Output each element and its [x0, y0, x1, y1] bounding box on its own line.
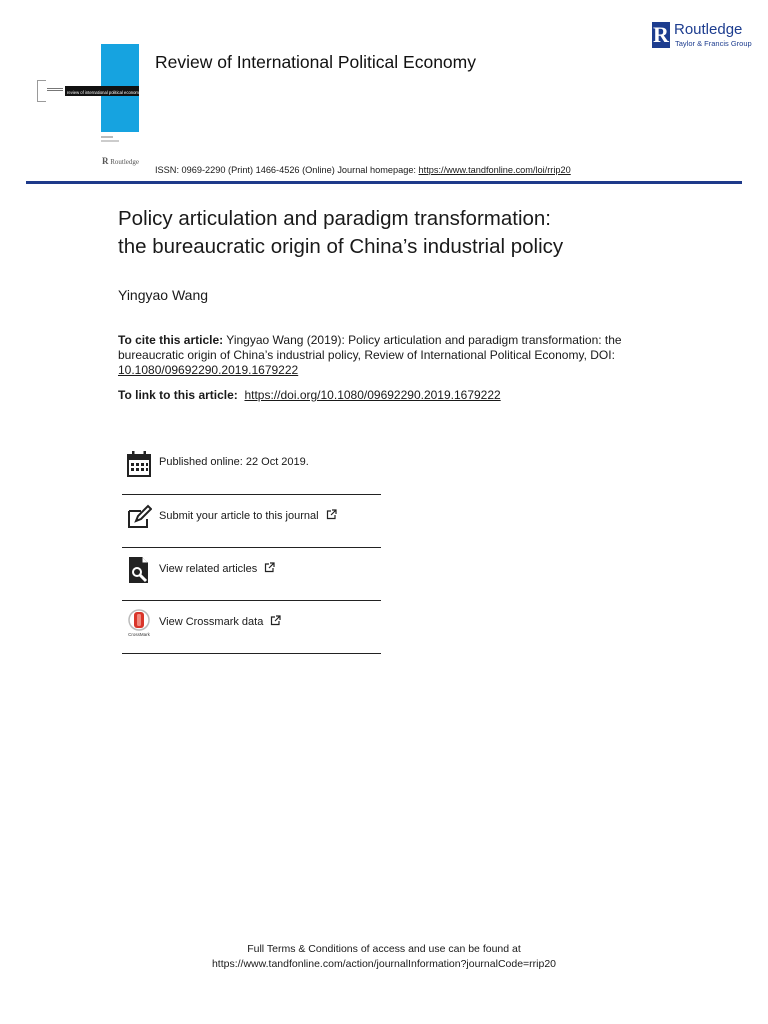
related-articles-link[interactable]: View related articles [159, 563, 258, 575]
link-label: To link to this article: [118, 388, 238, 402]
footer [0, 942, 768, 972]
journal-cover-thumbnail [37, 44, 141, 170]
article-url-link[interactable]: https://doi.org/10.1080/09692290.2019.1679222 [244, 388, 501, 402]
external-link-icon [270, 615, 281, 626]
external-link-icon [326, 509, 337, 520]
publisher-group: Taylor & Francis Group [675, 39, 752, 48]
routledge-logo [652, 20, 752, 52]
doi-link[interactable]: 10.1080/09692290.2019.1679222 [118, 363, 299, 377]
cite-text: Yingyao Wang (2019): Policy articulation and paradigm transformation: the bureaucratic origin of China’s industrial policy, Review of International Political Economy, DOI: [118, 333, 622, 362]
calendar-icon [126, 450, 152, 478]
submit-row[interactable] [122, 495, 381, 548]
svg-text:CrossMark: CrossMark [128, 632, 150, 637]
cover-routledge-mark: R Routledge [102, 156, 140, 166]
external-link-icon [264, 562, 275, 573]
header-divider [26, 181, 742, 184]
routledge-r-icon: R [653, 22, 669, 47]
cover-art [37, 44, 141, 170]
published-date: Published online: 22 Oct 2019. [159, 456, 309, 468]
submit-article-link[interactable]: Submit your article to this journal [159, 510, 319, 522]
crossmark-icon [126, 609, 152, 637]
crossmark-row[interactable] [122, 601, 381, 654]
related-row[interactable] [122, 548, 381, 601]
crossmark-link[interactable]: View Crossmark data [159, 616, 264, 628]
svg-text:review of international politi: review of international political economy [67, 90, 141, 95]
article-meta-list [122, 442, 381, 654]
citation-block [118, 333, 648, 378]
document-search-icon [126, 556, 152, 584]
article-title: Policy articulation and paradigm transformation: the bureaucratic origin of China’s industrial policy [118, 207, 564, 258]
issn-line: ISSN: 0969-2290 (Print) 1466-4526 (Online) Journal homepage: https://www.tandfonline.com/loi/rrip20 [155, 165, 571, 175]
edit-icon [126, 503, 152, 531]
journal-title: Review of International Political Economy [155, 52, 476, 72]
footer-url[interactable]: https://www.tandfonline.com/action/journalInformation?journalCode=rrip20 [211, 958, 557, 970]
footer-terms: Full Terms & Conditions of access and use can be found at [247, 943, 521, 955]
publisher-name: Routledge [674, 21, 743, 38]
journal-homepage-link[interactable]: https://www.tandfonline.com/loi/rrip20 [418, 165, 571, 175]
published-row [122, 442, 381, 495]
article-author: Yingyao Wang [118, 287, 209, 303]
cite-label: To cite this article: [118, 333, 224, 347]
link-block [118, 388, 501, 402]
